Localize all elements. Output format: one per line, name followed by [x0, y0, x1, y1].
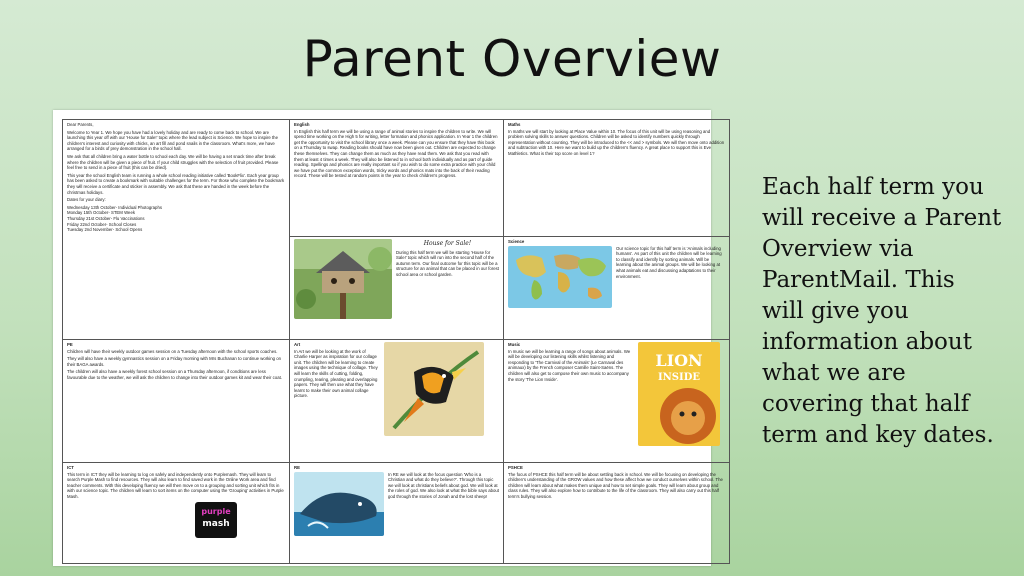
- animal-world-map-image: [508, 246, 612, 308]
- ict-cell: [63, 463, 290, 564]
- letter-greeting: Dear Parents,: [67, 122, 94, 127]
- ict-heading: ICT: [67, 465, 74, 470]
- book-title-lion: LION: [655, 351, 703, 370]
- maths-text: In maths we will start by looking at Place Value within 10. The focus of this unit will be using reasoning and problem solving skills to answer questions. Children will be asked to identify numbers quickly through representation without counting. They will be introduced to the << and > symbols. We will then move onto addition and subtraction with 10. Here we want to build up the children's fluency. A great place to support this is Eve Mathletics. What is their top score on level 1?: [508, 128, 725, 156]
- topic-text: During this half term we will be starting 'House for Sale!' topic which will run into the second half of the autumn term. Our final outcome for this topic will be a structure for an animal that can be placed in our forest school area or school garden.: [396, 249, 499, 277]
- art-cell: [290, 340, 504, 463]
- art-text: In Art we will be looking at the work of Charlie Harper as inspiration for our collage unit. The children will be learning to create images using the technique of collage. They will learn the skills of cutting, folding, crumpling, tearing, pleating and overlapping papers. They will then use what they have learnt to make their own animal collage picture.: [294, 348, 378, 399]
- science-text: Our science topic for this half term is 'Animals including humans'. As part of this unit the children will be learning to classify and identify by sorting animals. Will be learning about the animal groups. We will be looking at what animals eat and discussing adaptations to their environment.: [616, 245, 722, 279]
- pshce-cell: [504, 463, 730, 564]
- english-text: In English this half term we will be using a range of animal stories to inspire the children to write. We will spend time working on the High 5 for writing, letter formation and phonics application. In Year 1 the children get the opportunity to visit the school library once a week. Please can you ensure that they have this book on a Thursday to swap. Reading books should have now been given out. Children are expected to change these themselves. They can change them as much as they have read them. We ask that you read with them at least 4 times a week. They will also be listened to in school both individually and as part of guide reading. Spellings and phonics are really important so if you wish to do some extra practice with your child we have put the common exception words, tricky words and phonics mats into the back of their reading record. These will be tested at random points in the year to check children's progress.: [294, 128, 498, 179]
- overview-grid: [62, 119, 730, 564]
- dates-title: Dates for your diary:: [67, 197, 106, 203]
- purple-mash-logo: [195, 502, 237, 538]
- re-text: In RE we will look at the focus question 'Who is a Christian and what do they believe?'. Through this topic we will look at christians beliefs about god. We will look at the roles of god. We also look at what the bible says about god through the stories of Jonah and the lost sheep!: [388, 471, 499, 499]
- page-title: Parent Overview: [302, 30, 722, 88]
- music-heading: Music: [508, 342, 521, 347]
- maths-heading: Maths: [508, 122, 521, 127]
- re-cell: [290, 463, 504, 564]
- letter-para-1: Welcome to Year 1. We hope you have had a lovely holiday and are ready to come back to school. We are launching this year off with our 'House for Sale!' topic where the lead subject is Science. We hope to inspire the children's interest and curiosity with chicks, an art fill and pond snails in the classroom. What's more, we have arranged for a birds of prey demonstration in the school hall.: [67, 129, 278, 152]
- logo-purple: purple: [201, 506, 231, 516]
- pe-text-2: They will also have a weekly gymnastics session on a Friday morning with Mrs Buchanan to continue working on their BAGA awards.: [67, 356, 281, 367]
- letter-cell: [63, 120, 290, 340]
- science-heading: Science: [508, 239, 525, 244]
- book-title-inside: INSIDE: [657, 372, 701, 383]
- pe-text-3: The children will also have a weekly forest school session on a Thursday afternoon, if conditions are less favourable due to the weather, we will ask the children to change into their outdoor games kit and wear their coat.: [67, 369, 282, 380]
- music-text: In music we will be learning a range of songs about animals. We will be developing our listening skills whilst listening and responding to 'The Carnival of the Animals' (Le Carnaval des animaux) by the French composer Camille Saint-Saëns. The children will also get to compose their own music to accompany the story 'The Lion Inside'.: [508, 348, 631, 382]
- topic-title: House for Sale!: [423, 240, 472, 247]
- pshce-heading: PSHCE: [508, 465, 523, 470]
- science-cell: [504, 237, 730, 340]
- art-heading: Art: [294, 342, 301, 347]
- pe-cell: [63, 340, 290, 463]
- date-item: Wednesday 13th October- Individual Photographs: [67, 204, 162, 210]
- pe-text-1: Children will have their weekly outdoor games session on a Tuesday afternoon with the school sports coaches.: [67, 348, 278, 354]
- parent-overview-document: [53, 110, 725, 566]
- pshce-text: The focus of PSHCE this half term will be about settling back in school. We will be focusing on developing the children's understanding of the GROW values and how these affect how we conduct ourselves within school. The children will learn about what makes them unique and how to set simple goals. They will learn about group and class rules. They will also explore how to contribute to the life of the classroom. They will also carry out this half term's bullying session.: [508, 471, 723, 499]
- english-heading: English: [294, 122, 310, 127]
- birdhouse-image: [294, 239, 392, 319]
- maths-cell: [504, 120, 730, 237]
- jonah-whale-image: [294, 472, 384, 536]
- date-item: Friday 22nd October- School Closes: [67, 221, 137, 227]
- date-item: Tuesday 2nd November- School Opens: [67, 227, 143, 233]
- english-cell: [290, 120, 504, 237]
- date-item: Thursday 21st October- Flu Vaccinations: [67, 215, 145, 221]
- overview-description: Each half term you will receive a Parent Overview via ParentMail. This will give you information about what we are covering that half term and key dates.: [762, 174, 1002, 448]
- lion-inside-book-cover: [638, 342, 720, 446]
- ict-text: This term in ICT they will be learning to log on safely and independently onto Purplemash. They will learn to search Purple Mash to find resources. They will also learn to find saved work in the Online Work area and find teacher comments. With this developing fluency we will then move on to a grouping and sorting unit which fits in with our science topic. The children will learn to sort items on the computer using the 'Grouping' activities in Purple Mash.: [67, 471, 284, 499]
- pe-heading: PE: [67, 342, 73, 347]
- re-heading: RE: [294, 465, 300, 470]
- date-item: Monday 15th October- STEM Week: [67, 210, 135, 216]
- music-cell: [504, 340, 730, 463]
- topic-cell: [290, 237, 504, 340]
- letter-para-3: This year the school English team is running a whole school reading initiative called 'BookFlix'. Each year group has been asked to create a bookmark with suitable challenges for the term. For those who complete the bookmark they will receive a certificate and sticker in assembly. We ask that these are handed in the week before the christmas holidays.: [67, 172, 285, 195]
- letter-para-2: We ask that all children bring a water bottle to school each day. We will be having a set snack time after break where the children will be given a piece of fruit. If your child struggles with the selection of fruit provided. Please feel free to send in a piece of fruit (this can be dried).: [67, 153, 279, 171]
- logo-mash: mash: [202, 518, 230, 529]
- bird-collage-image: [384, 342, 484, 436]
